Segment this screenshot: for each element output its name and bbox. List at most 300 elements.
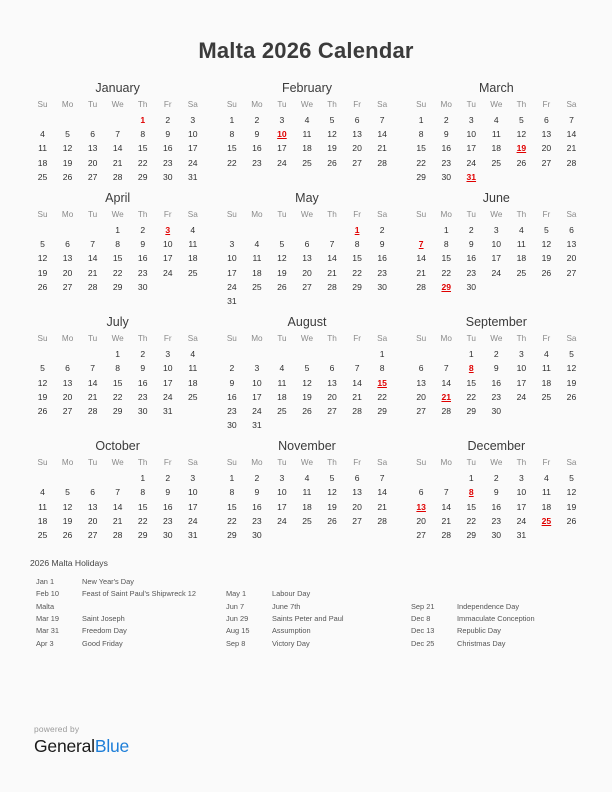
day-cell: 3 [518, 473, 524, 484]
week-row [30, 500, 205, 514]
day-cell: 22 [352, 267, 362, 278]
weekday-header-tu: Tu [466, 334, 476, 344]
day-cell-empty [345, 528, 370, 542]
footer-logo [34, 724, 129, 756]
day-cell: 7 [443, 363, 449, 374]
weekday-header-sa: Sa [566, 100, 577, 109]
day-cell: 11 [252, 253, 262, 264]
day-cell: 24 [491, 267, 502, 278]
weekday-header-tu: Tu [87, 100, 98, 109]
holiday-name: Christmas Day [457, 638, 506, 648]
day-cell: 9 [468, 239, 474, 250]
holiday-name: Saints Peter and Paul [272, 614, 344, 624]
day-cell: 23 [441, 157, 451, 168]
holiday-date: Jun 7 [226, 601, 245, 611]
day-cell: 14 [416, 253, 426, 264]
day-cell-holiday[interactable]: 1 [140, 115, 146, 126]
day-cell: 29 [227, 530, 237, 541]
day-cell: 7 [115, 129, 121, 140]
day-cell: 15 [227, 143, 237, 154]
day-cell: 13 [541, 129, 552, 140]
week-row [219, 266, 394, 280]
weekday-header-su: Su [226, 209, 237, 219]
day-cell: 4 [254, 239, 260, 250]
day-cell: 12 [327, 487, 337, 498]
day-cell: 30 [137, 405, 148, 416]
weekday-header-su: Su [37, 100, 48, 109]
day-cell: 26 [37, 281, 48, 292]
day-cell: 22 [112, 267, 123, 278]
day-cell: 16 [162, 143, 173, 154]
holiday-row[interactable] [36, 613, 226, 625]
holiday-row[interactable] [36, 625, 226, 637]
day-cell: 4 [279, 363, 285, 374]
weekday-header-we: We [300, 458, 314, 468]
week-row [219, 375, 394, 389]
holiday-date: Jan 1 [36, 577, 55, 587]
month-title: September [465, 315, 527, 330]
weekday-header-fr: Fr [542, 100, 551, 109]
day-cell: 16 [137, 253, 148, 264]
day-cell: 10 [162, 239, 173, 250]
day-cell: 25 [37, 530, 48, 541]
week-row [30, 237, 205, 251]
day-cell: 15 [137, 501, 148, 512]
day-cell: 10 [277, 487, 287, 498]
day-cell: 2 [165, 473, 171, 484]
weekday-header-fr: Fr [163, 334, 172, 344]
day-cell: 13 [352, 487, 362, 498]
weekday-header-we: We [111, 458, 124, 468]
day-cell: 12 [62, 143, 73, 154]
day-cell: 31 [516, 530, 527, 541]
day-cell: 5 [65, 487, 70, 498]
day-cell: 8 [379, 363, 385, 374]
day-cell-empty [509, 280, 534, 294]
month-table [219, 333, 394, 432]
month-title: April [105, 190, 131, 205]
day-cell: 9 [165, 487, 171, 498]
day-cell: 2 [254, 115, 260, 126]
day-cell: 5 [40, 363, 45, 374]
holiday-row[interactable] [36, 576, 226, 588]
day-cell-empty [434, 471, 459, 485]
day-cell: 28 [112, 530, 123, 541]
weekday-header-su: Su [416, 458, 427, 468]
day-cell: 18 [516, 253, 527, 264]
month-table [30, 457, 205, 542]
holidays-columns [30, 576, 582, 650]
holiday-row[interactable] [226, 638, 411, 650]
day-cell: 11 [302, 487, 312, 498]
day-cell: 18 [491, 143, 502, 154]
day-cell: 25 [188, 391, 198, 402]
day-cell: 3 [518, 349, 524, 360]
month-table [30, 209, 205, 294]
week-row [30, 375, 205, 389]
day-cell: 16 [491, 501, 502, 512]
day-cell-holiday[interactable]: 8 [468, 363, 474, 374]
week-row [219, 113, 394, 127]
weekday-header-we: We [300, 100, 314, 109]
week-row [219, 237, 394, 251]
day-cell: 27 [87, 171, 98, 182]
logo-text-blue: Blue [94, 736, 130, 756]
day-cell: 2 [254, 473, 260, 484]
day-cell: 3 [279, 473, 285, 484]
day-cell: 12 [37, 253, 48, 264]
day-cell: 10 [227, 253, 237, 264]
day-cell-holiday[interactable]: 31 [466, 171, 477, 182]
holiday-row[interactable] [411, 625, 582, 637]
week-row [409, 223, 584, 237]
day-cell: 4 [493, 115, 499, 126]
month-table [219, 209, 394, 308]
weekday-header-su: Su [226, 334, 237, 344]
day-cell: 23 [377, 267, 387, 278]
day-cell: 6 [354, 115, 360, 126]
month-block-june [409, 190, 584, 314]
weekday-header-mo: Mo [440, 334, 452, 344]
day-cell: 18 [37, 157, 48, 168]
day-cell: 18 [277, 391, 287, 402]
day-cell-empty [294, 347, 319, 361]
weekday-header-mo: Mo [61, 100, 74, 109]
day-cell: 2 [140, 225, 146, 236]
week-row [219, 514, 394, 528]
day-cell: 24 [188, 157, 198, 168]
day-cell: 9 [493, 363, 499, 374]
day-cell: 27 [62, 405, 73, 416]
day-cell: 26 [566, 391, 577, 402]
holiday-row[interactable] [226, 588, 411, 600]
day-cell-holiday[interactable]: 29 [441, 281, 451, 292]
day-cell: 10 [188, 487, 198, 498]
day-cell: 5 [544, 225, 549, 236]
day-cell: 27 [416, 530, 426, 541]
day-cell: 6 [65, 239, 70, 250]
day-cell: 27 [352, 157, 362, 168]
day-cell: 23 [252, 157, 262, 168]
day-cell: 11 [302, 129, 312, 140]
weekday-header-we: We [490, 458, 503, 468]
day-cell-empty [30, 347, 55, 361]
day-cell-empty [370, 528, 395, 542]
day-cell-holiday[interactable]: 25 [541, 515, 552, 526]
day-cell: 12 [62, 501, 73, 512]
day-cell-empty [509, 404, 534, 418]
weekday-header-sa: Sa [187, 100, 198, 109]
day-cell: 7 [115, 487, 121, 498]
day-cell: 3 [468, 115, 474, 126]
weekday-header-su: Su [37, 209, 48, 219]
weekday-header-sa: Sa [187, 334, 198, 344]
day-cell-holiday[interactable]: 8 [468, 487, 474, 498]
month-table [30, 99, 205, 184]
day-cell-holiday[interactable]: 13 [416, 501, 426, 512]
weekday-header-row [30, 99, 205, 113]
day-cell-holiday[interactable]: 3 [165, 225, 171, 236]
day-cell: 19 [302, 391, 312, 402]
day-cell-empty [534, 404, 559, 418]
day-cell: 13 [566, 239, 577, 250]
day-cell: 20 [541, 143, 552, 154]
weekday-header-su: Su [226, 458, 237, 468]
week-row [409, 156, 584, 170]
day-cell: 17 [162, 377, 173, 388]
day-cell: 13 [62, 377, 73, 388]
day-cell-empty [105, 113, 130, 127]
day-cell-empty [30, 471, 55, 485]
day-cell: 15 [112, 377, 123, 388]
day-cell: 11 [38, 501, 47, 512]
day-cell: 27 [541, 157, 552, 168]
day-cell-holiday[interactable]: 1 [354, 225, 360, 236]
weekday-header-th: Th [516, 458, 527, 468]
week-row [409, 471, 584, 485]
day-cell: 19 [62, 157, 73, 168]
day-cell: 25 [302, 157, 312, 168]
week-row [409, 141, 584, 155]
day-cell: 17 [188, 143, 198, 154]
weekday-header-sa: Sa [566, 458, 577, 468]
day-cell-empty [294, 223, 319, 237]
day-cell-holiday[interactable]: 7 [418, 239, 424, 250]
day-cell: 6 [329, 363, 335, 374]
day-cell-empty [559, 280, 584, 294]
day-cell: 29 [466, 405, 477, 416]
day-cell: 8 [443, 239, 449, 250]
day-cell: 25 [541, 391, 552, 402]
day-cell: 28 [87, 281, 98, 292]
day-cell: 3 [279, 115, 285, 126]
day-cell: 20 [352, 501, 362, 512]
weekday-header-fr: Fr [163, 458, 172, 468]
week-row [409, 528, 584, 542]
weekday-header-th: Th [327, 100, 337, 109]
day-cell-empty [320, 223, 345, 237]
day-cell: 9 [254, 487, 260, 498]
week-row [409, 251, 584, 265]
weekday-header-tu: Tu [87, 209, 98, 219]
day-cell: 2 [140, 349, 146, 360]
day-cell: 26 [327, 515, 337, 526]
day-cell: 16 [252, 501, 262, 512]
day-cell: 23 [491, 391, 502, 402]
weekday-header-fr: Fr [353, 100, 361, 109]
day-cell-empty [219, 223, 244, 237]
day-cell: 15 [441, 253, 451, 264]
day-cell: 19 [327, 501, 337, 512]
day-cell: 4 [518, 225, 524, 236]
day-cell: 5 [65, 129, 70, 140]
weekday-header-mo: Mo [61, 458, 74, 468]
day-cell: 17 [516, 501, 527, 512]
day-cell: 20 [327, 391, 337, 402]
day-cell: 25 [516, 267, 527, 278]
day-cell-empty [80, 113, 105, 127]
weekday-header-mo: Mo [61, 334, 74, 344]
day-cell: 29 [137, 530, 148, 541]
day-cell: 12 [302, 377, 312, 388]
day-cell: 11 [541, 487, 551, 498]
day-cell: 2 [493, 349, 499, 360]
weekday-header-we: We [111, 334, 124, 344]
weekday-header-row [409, 99, 584, 113]
day-cell: 2 [468, 225, 474, 236]
holidays-column-3 [411, 576, 582, 650]
day-cell: 27 [302, 281, 312, 292]
day-cell: 1 [229, 115, 235, 126]
day-cell: 14 [327, 253, 337, 264]
day-cell: 9 [379, 239, 385, 250]
weekday-header-fr: Fr [542, 334, 551, 344]
day-cell: 6 [65, 363, 70, 374]
holiday-row[interactable] [226, 625, 411, 637]
weekday-header-we: We [490, 209, 503, 219]
day-cell: 21 [112, 515, 123, 526]
week-row [409, 170, 584, 184]
day-cell: 26 [566, 515, 577, 526]
day-cell: 17 [227, 267, 237, 278]
day-cell: 14 [377, 487, 387, 498]
day-cell-empty [269, 294, 294, 308]
day-cell: 18 [541, 377, 552, 388]
day-cell: 17 [466, 143, 477, 154]
month-title: February [281, 81, 332, 95]
week-row [409, 485, 584, 499]
weekday-header-sa: Sa [377, 458, 388, 468]
day-cell: 12 [277, 253, 287, 264]
holiday-row[interactable] [226, 613, 411, 625]
weekday-header-we: We [490, 334, 503, 344]
week-row [30, 223, 205, 237]
day-cell-empty [320, 528, 345, 542]
weekday-header-row [219, 457, 394, 471]
day-cell-empty [370, 418, 395, 432]
day-cell: 23 [491, 515, 502, 526]
day-cell-holiday[interactable]: 10 [277, 129, 287, 140]
week-row [409, 500, 584, 514]
day-cell-empty [30, 113, 55, 127]
day-cell-empty [80, 471, 105, 485]
day-cell: 12 [541, 239, 552, 250]
week-row [409, 237, 584, 251]
day-cell: 11 [491, 129, 501, 140]
holiday-name: Saint Joseph [82, 614, 125, 624]
day-cell: 14 [87, 377, 98, 388]
day-cell-empty [55, 113, 80, 127]
week-row [30, 127, 205, 141]
weekday-header-tu: Tu [466, 100, 476, 109]
weekday-header-fr: Fr [542, 209, 551, 219]
day-cell: 10 [516, 487, 527, 498]
weekday-header-tu: Tu [87, 334, 98, 344]
day-cell: 25 [491, 157, 502, 168]
day-cell: 20 [566, 253, 577, 264]
weekday-header-sa: Sa [566, 209, 577, 219]
week-row [219, 418, 394, 432]
holiday-date: Sep 8 [226, 638, 246, 648]
week-row [30, 390, 205, 404]
day-cell: 16 [227, 391, 237, 402]
holiday-date: Mar 19 [36, 614, 60, 624]
day-cell: 3 [190, 473, 196, 484]
day-cell: 17 [277, 143, 287, 154]
day-cell: 20 [62, 391, 73, 402]
day-cell: 23 [137, 267, 148, 278]
weekday-header-mo: Mo [251, 334, 263, 344]
day-cell: 15 [227, 501, 237, 512]
day-cell: 31 [188, 171, 198, 182]
weekday-header-su: Su [416, 334, 427, 344]
day-cell-holiday[interactable]: 19 [516, 143, 527, 154]
day-cell: 14 [566, 129, 577, 140]
weekday-header-we: We [300, 334, 314, 344]
day-cell: 6 [544, 115, 549, 126]
holiday-row[interactable] [411, 638, 582, 650]
day-cell: 26 [62, 530, 73, 541]
day-cell-holiday[interactable]: 21 [441, 391, 451, 402]
week-row [219, 156, 394, 170]
day-cell: 22 [112, 391, 123, 402]
day-cell: 4 [190, 349, 196, 360]
day-cell: 23 [466, 267, 477, 278]
day-cell: 29 [112, 405, 123, 416]
weekday-header-su: Su [416, 100, 427, 109]
day-cell: 19 [37, 391, 48, 402]
day-cell: 13 [87, 143, 98, 154]
week-row [30, 404, 205, 418]
holiday-row[interactable] [36, 588, 226, 600]
day-cell: 25 [302, 515, 312, 526]
day-cell: 26 [302, 405, 312, 416]
day-cell-empty [370, 294, 395, 308]
holiday-row[interactable] [411, 601, 582, 613]
day-cell: 20 [416, 515, 426, 526]
day-cell: 24 [227, 281, 237, 292]
weekday-header-th: Th [516, 209, 527, 219]
holiday-row[interactable] [411, 613, 582, 625]
weekday-header-mo: Mo [251, 100, 263, 109]
week-row [409, 514, 584, 528]
day-cell: 31 [252, 420, 262, 431]
holiday-row[interactable] [226, 601, 411, 613]
day-cell: 27 [87, 530, 98, 541]
generalblue-logo[interactable] [34, 736, 129, 756]
day-cell: 29 [137, 171, 148, 182]
weekday-header-fr: Fr [353, 458, 361, 468]
holiday-date: Dec 13 [411, 626, 435, 636]
day-cell-empty [320, 294, 345, 308]
day-cell-empty [345, 347, 370, 361]
day-cell: 7 [90, 363, 95, 374]
holiday-row[interactable] [36, 638, 226, 650]
day-cell-empty [484, 280, 509, 294]
weekday-header-th: Th [137, 100, 148, 109]
weekday-header-th: Th [327, 458, 337, 468]
week-row [219, 361, 394, 375]
holiday-row[interactable] [36, 601, 226, 613]
holiday-name: June 7th [272, 601, 301, 611]
day-cell: 10 [252, 377, 262, 388]
week-row [219, 390, 394, 404]
day-cell: 3 [229, 239, 235, 250]
day-cell-holiday[interactable]: 15 [377, 377, 387, 388]
holidays-column-1 [36, 576, 226, 650]
day-cell: 24 [277, 515, 287, 526]
week-row [219, 485, 394, 499]
